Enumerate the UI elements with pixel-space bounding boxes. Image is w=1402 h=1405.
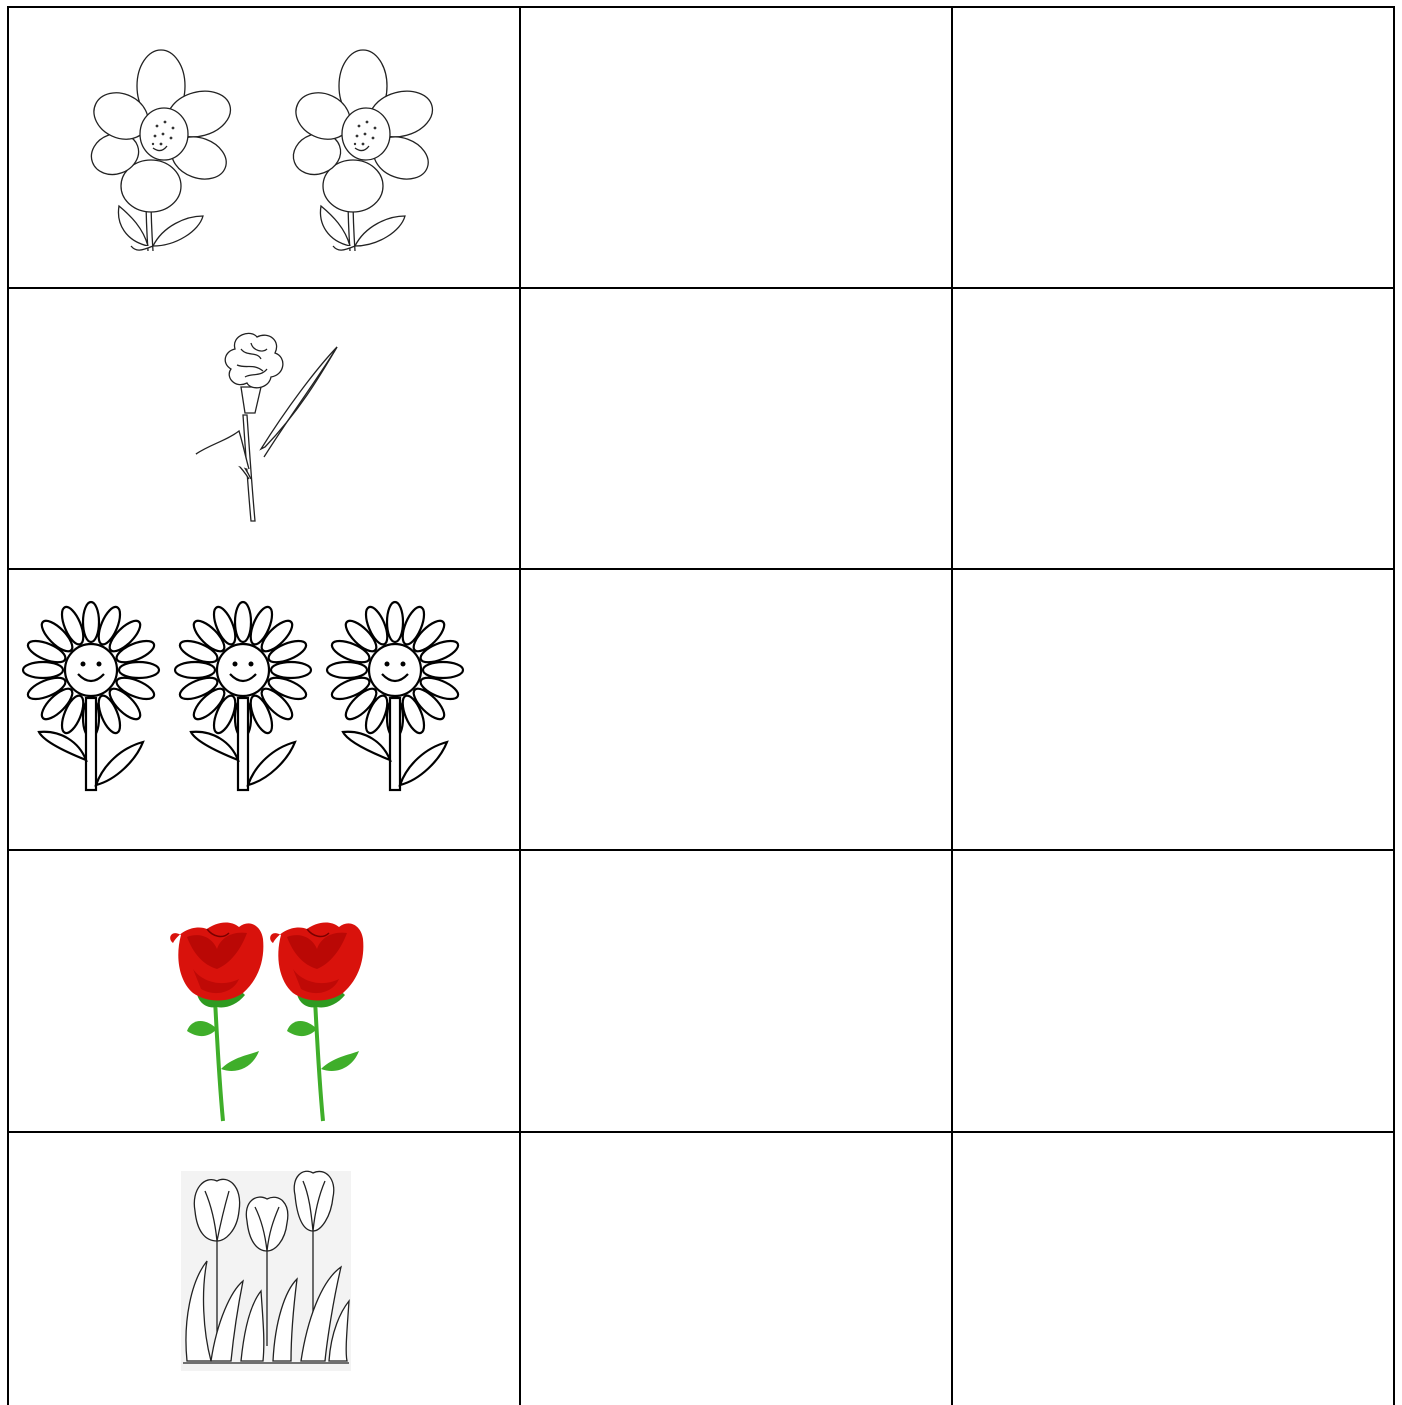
row-4-flowers (9, 851, 519, 1131)
row-5-answer-cell-2[interactable] (521, 1133, 951, 1405)
table-border-right (1393, 6, 1395, 1405)
smiling-sunflower-icon (23, 602, 159, 790)
row-5-picture-cell (9, 1133, 519, 1405)
tulip-bunch-icon (9, 1133, 519, 1405)
row-2-picture-cell (9, 289, 519, 568)
row-4-answer-cell-2[interactable] (521, 851, 951, 1131)
row-1-answer-cell-2[interactable] (521, 8, 951, 287)
row-2-answer-cell-3[interactable] (953, 289, 1393, 568)
daisy-flower-icon (288, 50, 438, 251)
row-3-answer-cell-3[interactable] (953, 570, 1393, 849)
row-2-answer-cell-2[interactable] (521, 289, 951, 568)
row-3-picture-cell (9, 570, 519, 849)
row-5-answer-cell-3[interactable] (953, 1133, 1393, 1405)
red-rose-icon (270, 923, 363, 1121)
row-4-picture-cell (9, 851, 519, 1131)
row-1-answer-cell-3[interactable] (953, 8, 1393, 287)
red-rose-icon (170, 923, 263, 1121)
row-4-answer-cell-3[interactable] (953, 851, 1393, 1131)
row-1-flowers (9, 8, 519, 287)
row-3-answer-cell-2[interactable] (521, 570, 951, 849)
daisy-flower-icon (86, 50, 236, 251)
row-3-flowers (9, 570, 519, 849)
smiling-sunflower-icon (327, 602, 463, 790)
row-1-picture-cell (9, 8, 519, 287)
carnation-flower-icon (9, 289, 519, 568)
smiling-sunflower-icon (175, 602, 311, 790)
